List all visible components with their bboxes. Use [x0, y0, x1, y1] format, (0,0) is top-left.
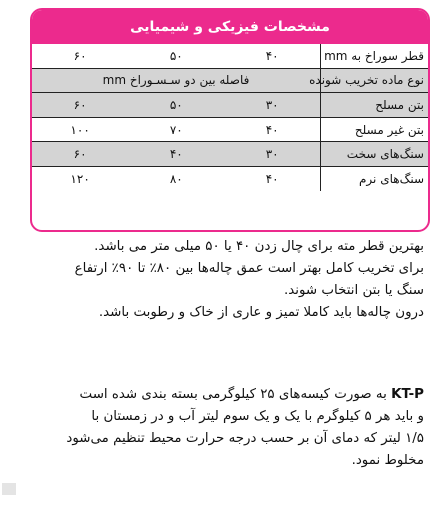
- value-cell: ۸۰: [169, 171, 183, 186]
- table-row: [32, 142, 428, 167]
- row-label: سنگ‌های نرم: [321, 166, 429, 190]
- value-cell: ۴۰: [128, 142, 224, 167]
- row-label: بتن مسلح: [321, 93, 429, 118]
- row-label: نوع ماده تخریب شونده: [321, 68, 429, 93]
- merged-cell: فاصله بین دو سـسـوراخ mm: [32, 68, 321, 93]
- corner-mark: [2, 483, 16, 495]
- row-label: بتن غیر مسلح: [321, 117, 429, 142]
- row-label: سنگ‌های سخت: [321, 142, 429, 167]
- packaging-line-3: ۱/۵ لیتر که دمای آن بر حسب درجه حرارت محیط تنظیم می‌شود: [66, 431, 424, 446]
- note-line-4: درون چاله‌ها باید کاملا تمیز و عاری از خاک و رطوبت باشد.: [98, 305, 424, 320]
- packaging-notes: [8, 384, 424, 472]
- row-label: قطر سوراخ به mm: [321, 44, 429, 68]
- value-cell: ۵۰: [128, 93, 224, 118]
- value-cell: ۶۰: [32, 93, 128, 118]
- table-row: [32, 44, 428, 68]
- table-row: [32, 93, 428, 118]
- table-title: مشخصات فیزیکی و شیمیایی: [32, 10, 428, 44]
- table-row: [32, 68, 428, 93]
- value-cell: ۴۰: [265, 171, 279, 186]
- table-row: [32, 166, 428, 190]
- note-line-2: برای تخریب کامل بهتر است عمق چاله‌ها بین ۸۰٪ تا ۹۰٪ ارتفاع: [74, 261, 424, 276]
- usage-notes: [14, 236, 424, 324]
- note-line-3: سنگ یا بتن انتخاب شوند.: [283, 283, 424, 298]
- spec-table: [32, 44, 428, 191]
- packaging-line-1-text: به صورت کیسه‌های ۲۵ کیلوگرمی بسته بندی شده است: [79, 387, 387, 402]
- spec-table-card: [30, 8, 430, 232]
- value-cell: ۱۲۰: [70, 171, 90, 186]
- value-cell: ۷۰: [128, 117, 224, 142]
- value-cell: ۴۰: [224, 117, 320, 142]
- packaging-line-1: [8, 384, 424, 406]
- note-line-1: بهترین قطر مته برای چال زدن ۴۰ یا ۵۰ میلی متر می باشد.: [94, 239, 424, 254]
- value-cell: ۴۰: [224, 44, 320, 68]
- value-cell: ۳۰: [224, 93, 320, 118]
- table-row: [32, 117, 428, 142]
- value-cell: ۵۰: [128, 44, 224, 68]
- value-cell: ۶۰: [32, 142, 128, 167]
- value-cell: ۱۰۰: [32, 117, 128, 142]
- packaging-line-4: مخلوط نمود.: [351, 453, 424, 468]
- product-code: KT-P: [391, 387, 424, 402]
- packaging-line-2: و باید هر ۵ کیلوگرم با یک و یک سوم لیتر آب و در زمستان با: [91, 409, 424, 424]
- value-cell: ۳۰: [224, 142, 320, 167]
- value-cell: ۶۰: [32, 44, 128, 68]
